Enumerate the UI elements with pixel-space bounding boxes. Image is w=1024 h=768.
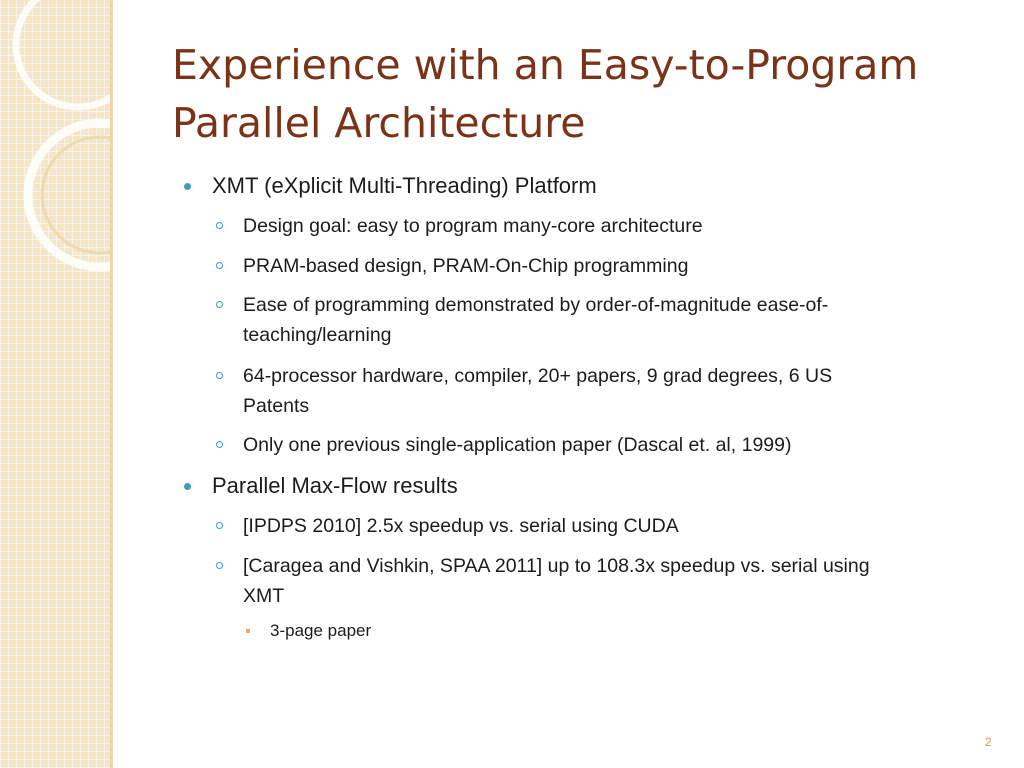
sub-bullet-design-goal [243, 211, 983, 241]
sub-bullet-text-line2: teaching/learning [243, 324, 392, 346]
sub-bullet-text-line1: [Caragea and Vishkin, SPAA 2011] up to 108.3x speedup vs. serial using [243, 555, 870, 577]
sub-bullet-text-line2: Patents [243, 395, 310, 417]
bullet-dot-icon [184, 183, 191, 190]
sub-bullet-ease-of-programming [243, 290, 983, 350]
sub-bullet-hardware [243, 361, 983, 421]
sub-bullet-spaa [243, 551, 983, 611]
sub-bullet-text-line1: 64-processor hardware, compiler, 20+ papers, 9 grad degrees, 6 US [243, 365, 833, 387]
bullet-dot-icon [184, 483, 191, 490]
sub-bullet-text: Only one previous single-application paper (Dascal et. al, 1999) [243, 434, 792, 456]
sub-bullet-circle-icon [216, 562, 223, 569]
sub-bullet-ipdps [243, 511, 983, 541]
sub-sub-bullet-square-icon [246, 629, 250, 633]
sub-bullet-text: PRAM-based design, PRAM-On-Chip programming [243, 255, 689, 277]
bullet-xmt-platform [212, 172, 597, 200]
title-line-1: Experience with an Easy-to-Program [172, 41, 919, 89]
sub-sub-bullet-text: 3-page paper [270, 621, 372, 640]
sub-bullet-text: Design goal: easy to program many-core architecture [243, 215, 703, 237]
sub-bullet-circle-icon [216, 301, 223, 308]
sub-bullet-text-line1: Ease of programming demonstrated by order-of-magnitude ease-of- [243, 294, 829, 316]
sub-sub-bullet-3-page-paper [270, 619, 371, 643]
sub-bullet-circle-icon [216, 372, 223, 379]
sub-bullet-text-line2: XMT [243, 585, 285, 607]
title-line-2: Parallel Architecture [172, 99, 586, 147]
bullet-text: XMT (eXplicit Multi-Threading) Platform [212, 173, 597, 198]
bullet-text: Parallel Max-Flow results [212, 473, 458, 498]
sub-bullet-pram-design [243, 251, 983, 281]
sub-bullet-text: [IPDPS 2010] 2.5x speedup vs. serial using CUDA [243, 515, 679, 537]
slide-number: 2 [985, 735, 992, 749]
sub-bullet-circle-icon [216, 441, 223, 448]
sub-bullet-circle-icon [216, 222, 223, 229]
bullet-max-flow [212, 472, 458, 500]
sub-bullet-previous-paper [243, 430, 983, 460]
sub-bullet-circle-icon [216, 522, 223, 529]
sub-bullet-circle-icon [216, 262, 223, 269]
